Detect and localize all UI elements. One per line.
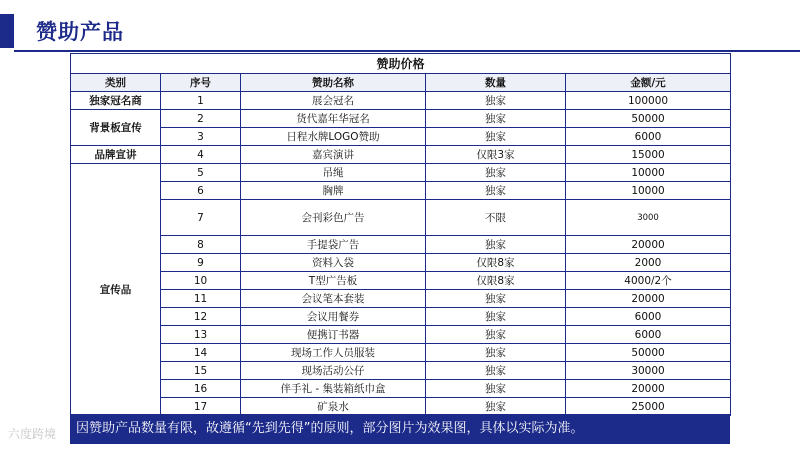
title-accent-bar [0,14,14,48]
cell-index: 15 [161,362,241,380]
cell-index: 10 [161,272,241,290]
cell-index: 2 [161,110,241,128]
table-row [71,146,731,164]
table-row [71,164,731,182]
category-exclusive-naming: 独家冠名商 [71,92,161,110]
category-backdrop: 背景板宣传 [71,110,161,146]
cell-name: 会刊彩色广告 [241,200,426,236]
footer-note-banner [70,414,730,444]
sponsorship-price-table [70,53,731,416]
cell-amount: 4000/2个 [566,272,731,290]
cell-name: 现场工作人员服装 [241,344,426,362]
cell-name: 现场活动公仔 [241,362,426,380]
footer-note-text: 因赞助产品数量有限，故遵循“先到先得”的原则，部分图片为效果图，具体以实际为准。 [76,421,584,436]
table-row [71,398,731,416]
cell-name: 展会冠名 [241,92,426,110]
cell-index: 12 [161,308,241,326]
table-row [71,362,731,380]
cell-amount: 20000 [566,290,731,308]
table-row [71,272,731,290]
cell-name: 会议用餐券 [241,308,426,326]
table-row [71,308,731,326]
cell-name: 吊绳 [241,164,426,182]
cell-amount: 6000 [566,326,731,344]
cell-quantity: 不限 [426,200,566,236]
cell-index: 13 [161,326,241,344]
column-header-quantity: 数量 [426,74,566,92]
cell-quantity: 独家 [426,380,566,398]
cell-index: 9 [161,254,241,272]
cell-index: 11 [161,290,241,308]
category-promo: 宣传品 [71,164,161,416]
cell-name: 便携订书器 [241,326,426,344]
cell-amount: 20000 [566,380,731,398]
cell-amount: 20000 [566,236,731,254]
cell-index: 3 [161,128,241,146]
cell-amount: 6000 [566,128,731,146]
cell-name: 资料入袋 [241,254,426,272]
cell-amount: 25000 [566,398,731,416]
column-header-amount: 金额/元 [566,74,731,92]
table-row [71,254,731,272]
table-row [71,110,731,128]
cell-name: 矿泉水 [241,398,426,416]
cell-index: 14 [161,344,241,362]
table-row [71,344,731,362]
cell-quantity: 独家 [426,398,566,416]
cell-index: 6 [161,182,241,200]
table-row [71,380,731,398]
table-row [71,128,731,146]
column-header-category: 类别 [71,74,161,92]
category-brand-talk: 品牌宣讲 [71,146,161,164]
cell-name: 手提袋广告 [241,236,426,254]
cell-name: 会议笔本套装 [241,290,426,308]
table-row [71,92,731,110]
table-row [71,326,731,344]
cell-name: T型广告板 [241,272,426,290]
cell-index: 1 [161,92,241,110]
cell-amount: 15000 [566,146,731,164]
cell-quantity: 独家 [426,164,566,182]
cell-quantity: 独家 [426,308,566,326]
table-caption: 赞助价格 [71,54,731,74]
cell-amount: 50000 [566,110,731,128]
cell-index: 17 [161,398,241,416]
column-header-name: 赞助名称 [241,74,426,92]
cell-index: 5 [161,164,241,182]
cell-quantity: 仅限3家 [426,146,566,164]
cell-quantity: 独家 [426,92,566,110]
table-row [71,200,731,236]
cell-amount: 30000 [566,362,731,380]
cell-amount: 2000 [566,254,731,272]
cell-quantity: 独家 [426,362,566,380]
cell-amount: 3000 [566,200,731,236]
cell-amount: 6000 [566,308,731,326]
watermark-logo: 六度跨境 [8,427,57,441]
cell-name: 嘉宾演讲 [241,146,426,164]
table-row [71,236,731,254]
cell-quantity: 独家 [426,344,566,362]
cell-amount: 10000 [566,182,731,200]
column-header-index: 序号 [161,74,241,92]
cell-quantity: 独家 [426,110,566,128]
cell-index: 4 [161,146,241,164]
cell-amount: 10000 [566,164,731,182]
cell-index: 16 [161,380,241,398]
table-row [71,182,731,200]
cell-quantity: 独家 [426,236,566,254]
table-row [71,290,731,308]
cell-quantity: 独家 [426,290,566,308]
cell-name: 货代嘉年华冠名 [241,110,426,128]
cell-quantity: 独家 [426,182,566,200]
cell-index: 8 [161,236,241,254]
cell-index: 7 [161,200,241,236]
cell-quantity: 仅限8家 [426,272,566,290]
cell-quantity: 独家 [426,128,566,146]
title-divider [14,50,800,52]
cell-quantity: 独家 [426,326,566,344]
cell-name: 伴手礼 - 集装箱纸巾盒 [241,380,426,398]
cell-name: 胸牌 [241,182,426,200]
page-title: 赞助产品 [36,20,124,44]
cell-name: 日程水牌LOGO赞助 [241,128,426,146]
cell-amount: 100000 [566,92,731,110]
cell-quantity: 仅限8家 [426,254,566,272]
cell-amount: 50000 [566,344,731,362]
